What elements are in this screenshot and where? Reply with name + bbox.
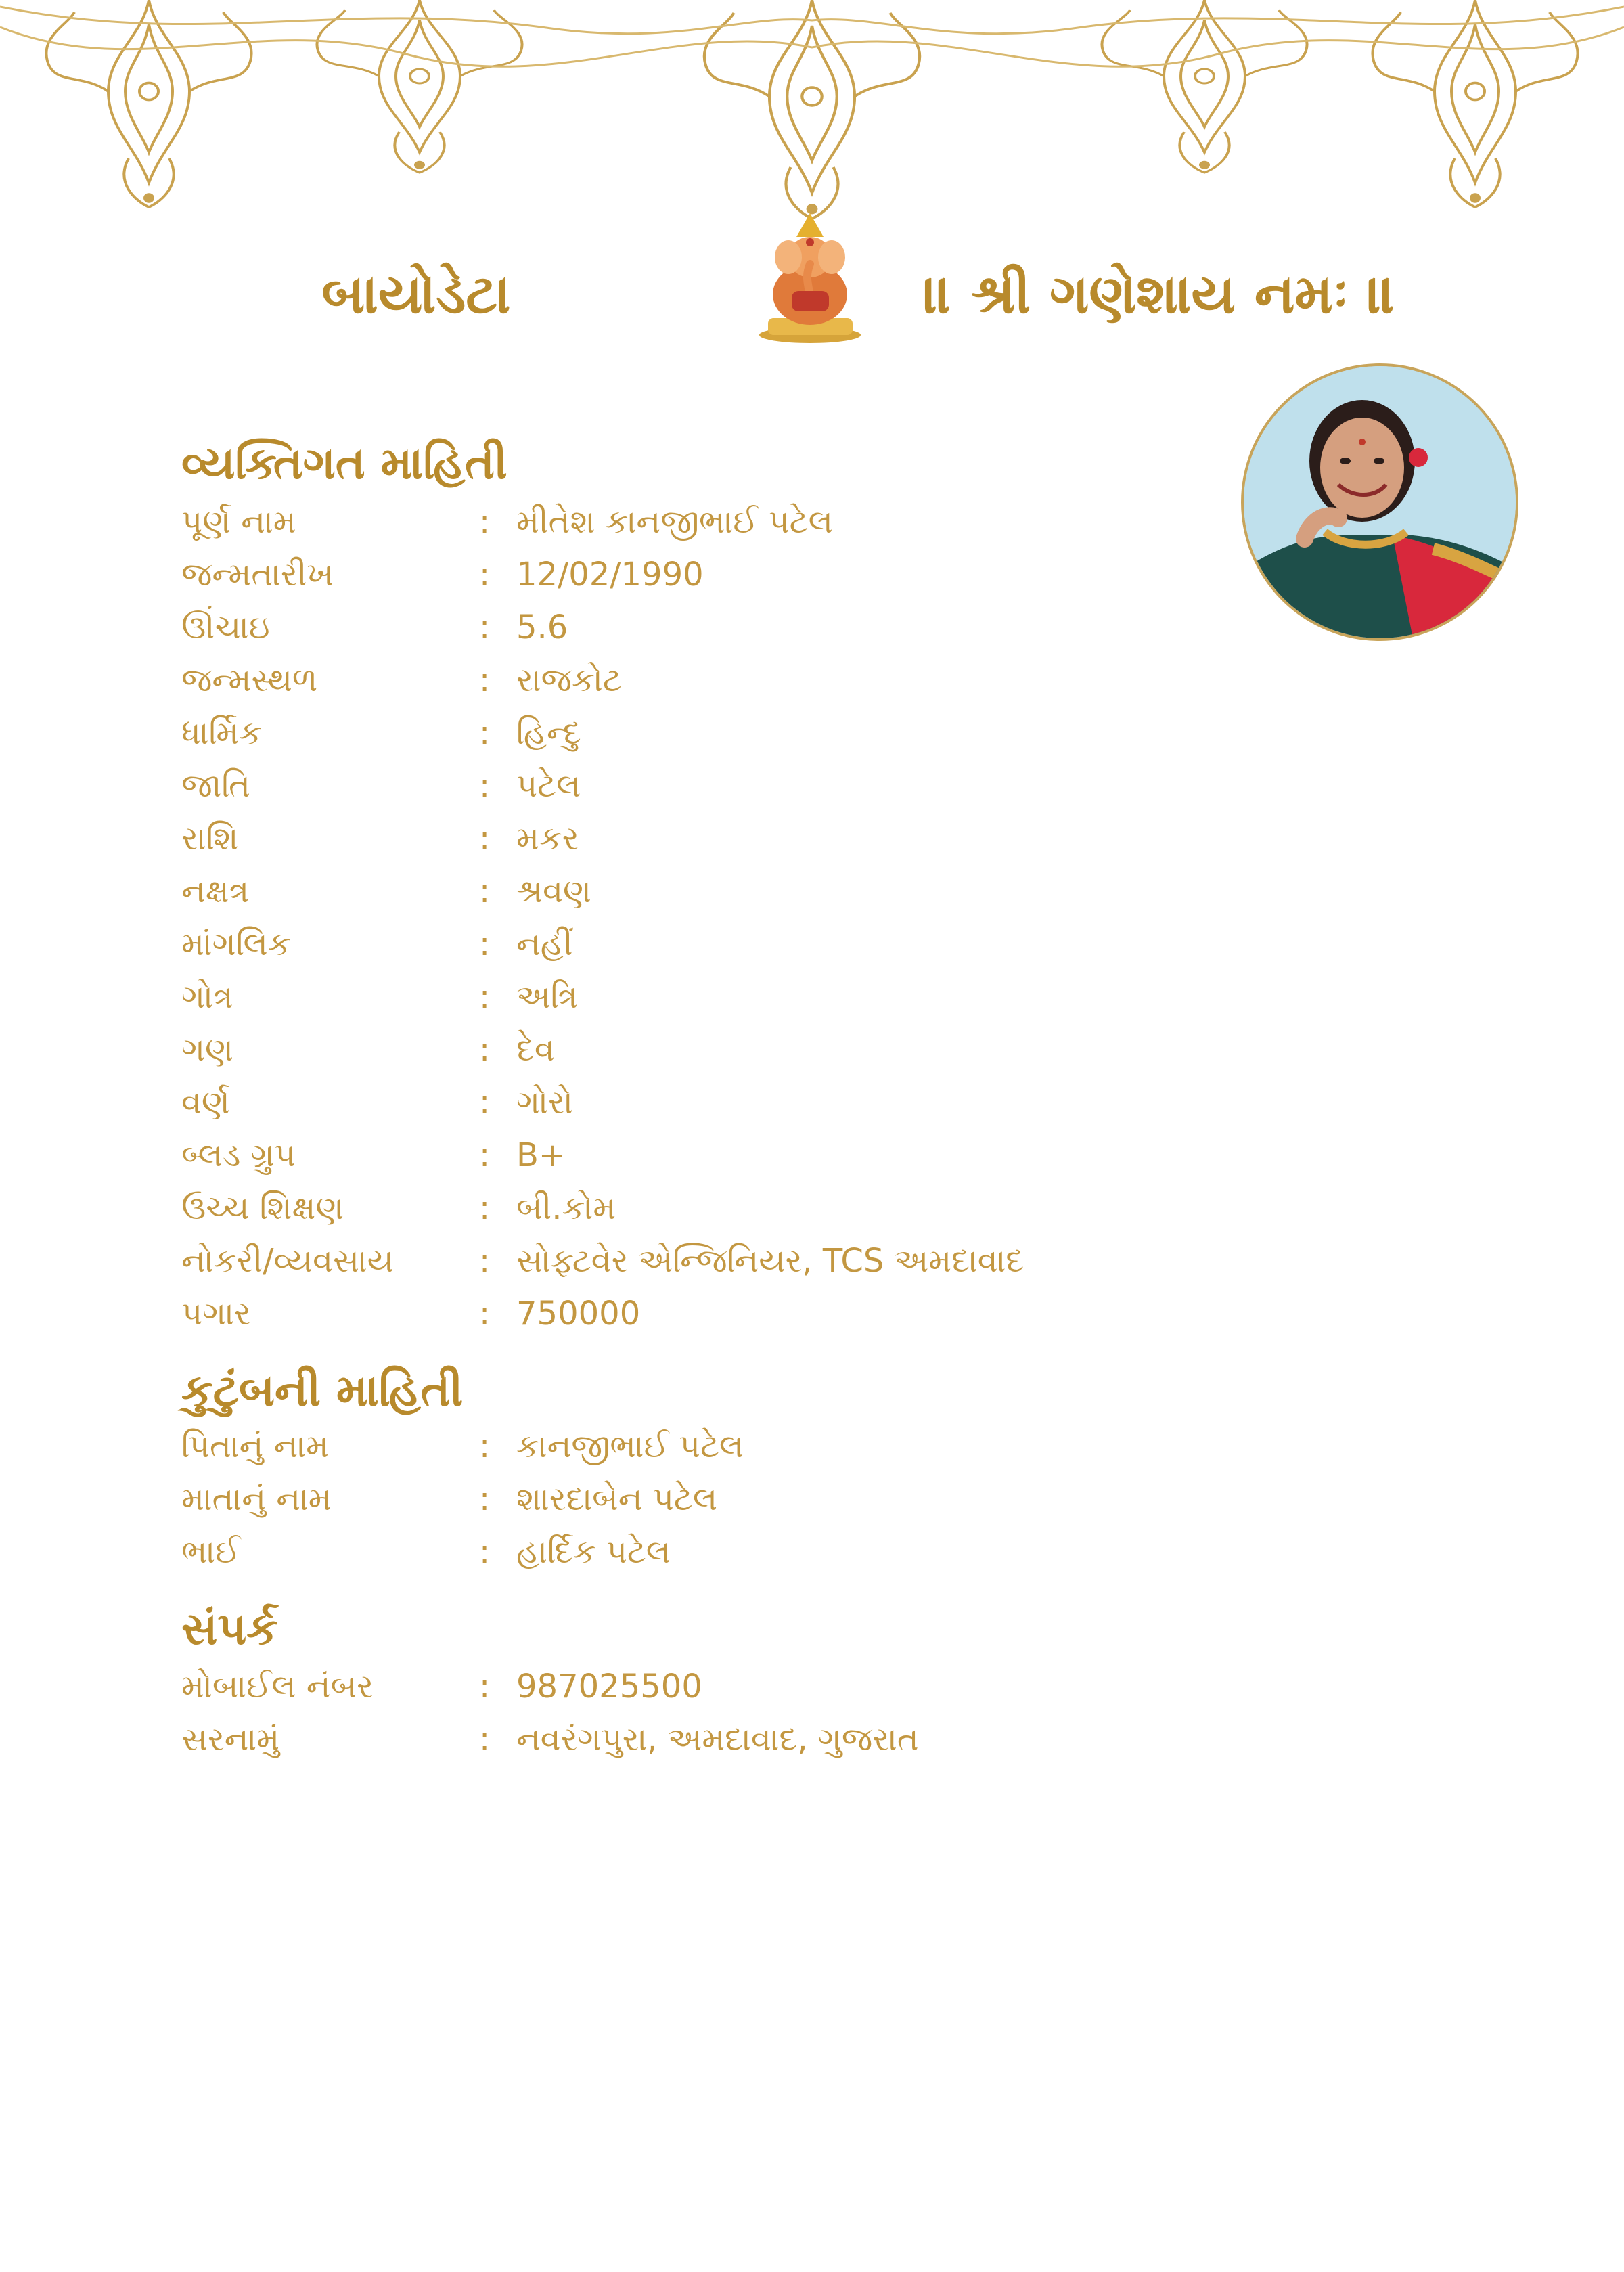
field-separator: : <box>479 925 491 963</box>
personal-row <box>181 707 1332 759</box>
contact-heading: સંપર્ક <box>181 1603 278 1655</box>
family-row <box>181 1525 1332 1578</box>
personal-row <box>181 1234 1332 1287</box>
field-separator: : <box>479 503 491 541</box>
personal-row <box>181 1023 1332 1076</box>
field-separator: : <box>479 1189 491 1227</box>
field-value: અત્રિ <box>516 978 579 1016</box>
field-separator: : <box>479 1084 491 1121</box>
family-info-heading: કુટુંબની માહિતી <box>181 1364 464 1417</box>
field-label: પિતાનું નામ <box>181 1427 330 1465</box>
shri-ganeshay-namah-title: ॥ શ્રી ગણેશાય નમઃ ॥ <box>924 263 1396 326</box>
top-ornament-border <box>0 0 1624 244</box>
field-label: ઊંચાઇ <box>181 608 270 646</box>
field-label: બ્લડ ગ્રુપ <box>181 1136 296 1174</box>
contact-row <box>181 1660 1332 1713</box>
field-label: જન્મસ્થળ <box>181 661 318 699</box>
ganesha-icon <box>754 210 866 345</box>
field-label: મોબાઈલ નંબર <box>181 1668 374 1706</box>
field-value: હિન્દુ <box>516 714 581 752</box>
personal-row <box>181 1076 1332 1129</box>
field-value: પટેલ <box>516 767 581 805</box>
field-label: પગાર <box>181 1295 251 1333</box>
field-separator: : <box>479 1136 491 1174</box>
field-separator: : <box>479 820 491 857</box>
field-separator: : <box>479 872 491 910</box>
field-label: નક્ષત્ર <box>181 872 250 910</box>
family-row <box>181 1473 1332 1525</box>
field-label: વર્ણ <box>181 1084 230 1121</box>
personal-row <box>181 654 1332 707</box>
personal-row <box>181 865 1332 918</box>
field-separator: : <box>479 1295 491 1333</box>
field-label: માંગલિક <box>181 925 291 963</box>
field-value: દેવ <box>516 1031 555 1069</box>
personal-info-heading: વ્યક્તિગત માહિતી <box>181 437 508 489</box>
contact-row <box>181 1713 1332 1766</box>
personal-row <box>181 971 1332 1023</box>
field-value: બી.કોમ <box>516 1189 616 1227</box>
field-value: રાજકોટ <box>516 661 622 699</box>
personal-row <box>181 918 1332 971</box>
field-value: સોફ્ટવેર એન્જિનિયર, TCS અમદાવાદ <box>516 1242 1024 1280</box>
field-value: શારદાબેન પટેલ <box>516 1480 718 1518</box>
field-label: ગણ <box>181 1031 233 1069</box>
field-value: શ્રવણ <box>516 872 591 910</box>
field-label: જાતિ <box>181 767 251 805</box>
field-value: 5.6 <box>516 608 568 646</box>
family-row <box>181 1420 1332 1473</box>
field-value: મકર <box>516 820 579 857</box>
field-value: 12/02/1990 <box>516 556 704 594</box>
field-value: 750000 <box>516 1295 641 1333</box>
field-value: નહીં <box>516 925 573 963</box>
personal-row <box>181 495 1332 548</box>
personal-row <box>181 1182 1332 1234</box>
field-separator: : <box>479 978 491 1016</box>
field-label: ગોત્ર <box>181 978 233 1016</box>
field-separator: : <box>479 608 491 646</box>
field-label: સરનામું <box>181 1720 280 1758</box>
field-label: ઉચ્ચ શિક્ષણ <box>181 1189 344 1227</box>
field-value: મીતેશ કાનજીભાઈ પટેલ <box>516 503 833 541</box>
personal-row <box>181 812 1332 865</box>
field-value: હાર્દિક પટેલ <box>516 1533 671 1571</box>
field-label: રાશિ <box>181 820 239 857</box>
field-label: ધાર્મિક <box>181 714 263 752</box>
field-value: નવરંગપુરા, અમદાવાદ, ગુજરાત <box>516 1720 919 1758</box>
field-separator: : <box>479 1242 491 1280</box>
field-separator: : <box>479 767 491 805</box>
field-value: 987025500 <box>516 1668 702 1706</box>
personal-row <box>181 601 1332 654</box>
field-label: ભાઈ <box>181 1533 241 1571</box>
field-separator: : <box>479 556 491 594</box>
field-separator: : <box>479 1031 491 1069</box>
field-separator: : <box>479 1533 491 1571</box>
field-value: ગોરો <box>516 1084 573 1121</box>
field-value: કાનજીભાઈ પટેલ <box>516 1427 744 1465</box>
field-separator: : <box>479 1427 491 1465</box>
field-separator: : <box>479 1668 491 1706</box>
field-label: નોકરી/વ્યવસાય <box>181 1242 394 1280</box>
field-label: માતાનું નામ <box>181 1480 332 1518</box>
field-separator: : <box>479 1480 491 1518</box>
field-separator: : <box>479 1720 491 1758</box>
field-label: પૂર્ણ નામ <box>181 503 296 541</box>
personal-row <box>181 548 1332 601</box>
personal-row <box>181 1287 1332 1340</box>
field-separator: : <box>479 714 491 752</box>
field-separator: : <box>479 661 491 699</box>
personal-row <box>181 759 1332 812</box>
personal-row <box>181 1129 1332 1182</box>
biodata-title: બાયોડેટા <box>321 263 511 326</box>
field-label: જન્મતારીખ <box>181 556 334 594</box>
field-value: B+ <box>516 1136 566 1174</box>
